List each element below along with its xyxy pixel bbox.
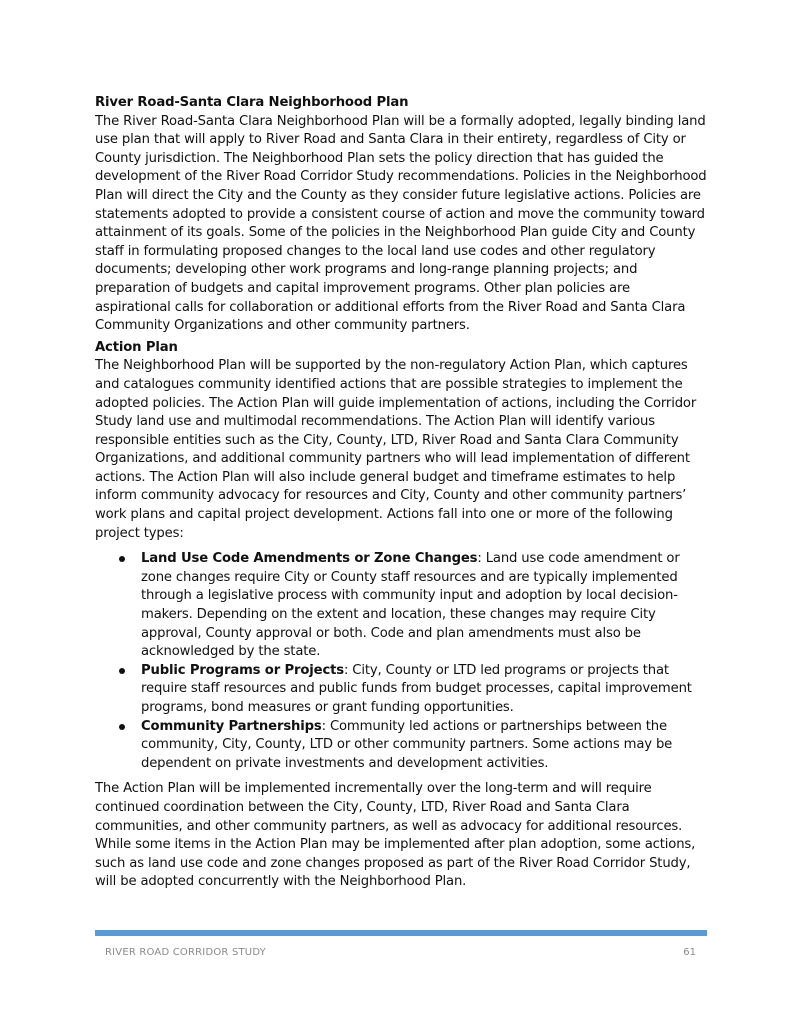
- action-plan-heading: Action Plan: [95, 339, 178, 355]
- project-type-term: Community Partnerships: [141, 718, 322, 734]
- document-page: [95, 94, 707, 892]
- project-type-description: : Community led actions or partnerships between the community, City, County, LTD or other community partners. Some actions may be dependent on private investments and development activities.: [141, 718, 673, 771]
- project-type-term: Land Use Code Amendments or Zone Changes: [141, 551, 478, 567]
- bullet-icon: [119, 724, 125, 730]
- list-item: [95, 662, 707, 718]
- bullet-icon: [119, 668, 125, 674]
- action-plan-closing: The Action Plan will be implemented incrementally over the long-term and will require continued coordination between the City, County, LTD, River Road and Santa Clara communities, and other community partners, as well as advocacy for additional resources. While some items in the Action Plan may be implemented after plan adoption, some actions, such as land use code and zone changes proposed as part of the River Road Corridor Study, will be adopted concurrently with the Neighborhood Plan.: [95, 781, 696, 890]
- neighborhood-plan-body: The River Road-Santa Clara Neighborhood Plan will be a formally adopted, legally binding land use plan that will apply to River Road and Santa Clara in their entirety, regardless of City or County jurisdiction. The Neighborhood Plan sets the policy direction that has guided the development of the River Road Corridor Study recommendations. Policies in the Neighborhood Plan will direct the City and the County as they consider future legislative actions. Policies are statements adopted to provide a consistent course of action and move the community toward attainment of its goals. Some of the policies in the Neighborhood Plan guide City and County staff in formulating proposed changes to the local land use codes and other regulatory documents; developing other work programs and long-range planning projects; and preparation of budgets and capital improvement programs. Other plan policies are aspirational calls for collaboration or additional efforts from the River Road and Santa Clara Community Organizations and other community partners.: [95, 113, 707, 334]
- action-plan-body: The Neighborhood Plan will be supported by the non-regulatory Action Plan, which captures and catalogues community identified actions that are possible strategies to implement the adopted policies. The Action Plan will guide implementation of actions, including the Corridor Study land use and multimodal recommendations. The Action Plan will identify various responsible entities such as the City, County, LTD, River Road and Santa Clara Community Organizations, and additional community partners who will lead implementation of different actions. The Action Plan will also include general budget and timeframe estimates to help inform community advocacy for resources and City, County and other community partners’ work plans and capital project development. Actions fall into one or more of the following project types:: [95, 358, 697, 541]
- project-type-description: : City, County or LTD led programs or projects that require staff resources and public funds from budget processes, capital improvement programs, bond measures or grant funding opportunities.: [141, 662, 692, 715]
- list-item: [95, 550, 707, 662]
- bullet-icon: [119, 556, 125, 562]
- footer-page-number: 61: [683, 947, 696, 958]
- project-types-list: [95, 550, 707, 773]
- footer-document-title: RIVER ROAD CORRIDOR STUDY: [105, 947, 266, 958]
- neighborhood-plan-heading: River Road-Santa Clara Neighborhood Plan: [95, 95, 409, 110]
- footer-rule: [95, 930, 707, 936]
- list-item: [95, 718, 707, 774]
- project-type-description: : Land use code amendment or zone changes require City or County staff resources and are typically implemented through a legislative process with community input and adoption by local decision-makers. Depending on the extent and location, these changes may require City approval, County approval or both. Code and plan amendments must also be acknowledged by the state.: [141, 551, 680, 660]
- project-type-term: Public Programs or Projects: [141, 662, 344, 678]
